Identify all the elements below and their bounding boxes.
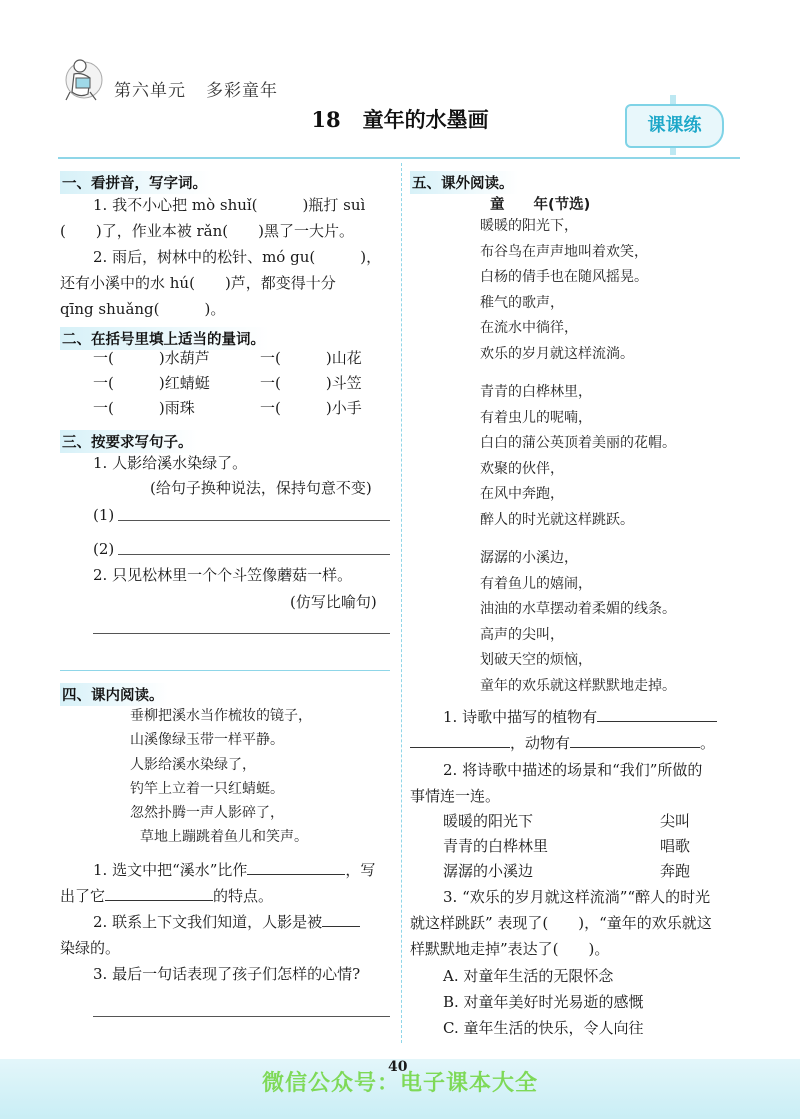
answer-blank[interactable] [247, 860, 345, 875]
s5-q1-text-c: 。 [700, 734, 716, 752]
poem-line: 油油的水草摆动着柔媚的线条。 [480, 601, 676, 618]
s3-answer-1-label: (1) [93, 506, 115, 524]
s4-q1-text-b: ，写 [345, 861, 376, 879]
s4-question-1 [93, 858, 375, 883]
answer-blank[interactable] [105, 886, 213, 901]
match-scene[interactable]: 潺潺的小溪边 [443, 862, 534, 880]
answer-line[interactable] [118, 520, 390, 521]
poem-title: 童 年(节选) [490, 197, 591, 213]
measure-word-blank[interactable]: 一( )水葫芦 [93, 349, 210, 367]
match-action[interactable]: 奔跑 [660, 862, 691, 880]
poem-line: 钓竿上立着一只红蜻蜓。 [130, 780, 284, 797]
poem-line: 童年的欢乐就这样默默地走掉。 [480, 677, 676, 694]
s5-q1-text-b: ，动物有 [510, 734, 571, 752]
answer-line[interactable] [118, 554, 390, 555]
poem-line: 在风中奔跑， [480, 486, 564, 503]
s4-question-2-cont: 染绿的。 [60, 939, 121, 957]
section-4-title: 四、课内阅读。 [60, 683, 168, 706]
unit-title [114, 76, 278, 101]
poem-line: 忽然扑腾一声人影碎了， [130, 805, 284, 822]
unit-label: 第六单元 [114, 81, 186, 101]
s5-question-3-cont-1: 就这样跳跃” 表现了( )，“童年的欢乐就这 [410, 914, 712, 932]
s4-question-3: 3. 最后一句话表现了孩子们怎样的心情? [93, 965, 361, 983]
s4-q2-text-a: 2. 联系上下文我们知道，人影是被 [93, 913, 323, 931]
poem-line: 布谷鸟在声声地叫着欢笑， [480, 243, 648, 260]
s1-line-3: 2. 雨后，树林中的松针、mó gu( )， [93, 248, 382, 266]
poem-stanza-1 [480, 214, 648, 368]
s5-question-3-cont-2: 样默默地走掉”表达了( )。 [410, 940, 610, 958]
section-divider [60, 670, 390, 671]
practice-badge: 课课练 [625, 104, 724, 148]
poem-line: 山溪像绿玉带一样平静。 [130, 732, 284, 749]
s5-q1-text-a: 1. 诗歌中描写的植物有 [443, 708, 598, 726]
s1-line-4: 还有小溪中的水 hú( )芦，都变得十分 [60, 274, 336, 292]
s4-q1-text-c: 出了它 [60, 887, 106, 905]
poem-line: 暖暖的阳光下， [480, 218, 578, 234]
poem-line: 有着鱼儿的嬉闹， [480, 575, 592, 592]
answer-line[interactable] [93, 1016, 390, 1017]
s3-question-1-requirement: (给句子换种说法，保持句意不变) [150, 479, 372, 497]
s1-line-5: qīng shuǎng( )。 [60, 300, 226, 318]
s3-question-2: 2. 只见松林里一个个斗笠像蘑菇一样。 [93, 566, 353, 584]
poem-line: 有着虫儿的呢喃， [480, 409, 592, 426]
match-action[interactable]: 尖叫 [660, 812, 691, 830]
s3-answer-2-label: (2) [93, 540, 115, 558]
match-scene[interactable]: 暖暖的阳光下 [443, 812, 534, 830]
s4-q1-text-d: 的特点。 [213, 887, 274, 905]
s1-line-1: 1. 我不小心把 mò shuǐ( )瓶打 suì [93, 196, 366, 214]
answer-blank[interactable] [597, 707, 717, 722]
poem-line: 白杨的倩手也在随风摇晃。 [480, 269, 648, 286]
child-reading-logo [60, 54, 104, 104]
poem-stanza-3 [480, 546, 676, 700]
s3-question-2-requirement: (仿写比喻句) [290, 593, 377, 611]
measure-word-blank[interactable]: 一( )山花 [260, 349, 362, 367]
in-class-poem [130, 704, 312, 850]
poem-line: 青青的白桦林里， [480, 384, 592, 400]
poem-line: 草地上蹦跳着鱼儿和笑声。 [140, 829, 308, 846]
s5-question-2-cont: 事情连一连。 [410, 787, 501, 805]
s5-question-1-cont [410, 731, 715, 756]
s4-question-2 [93, 910, 360, 935]
unit-name: 多彩童年 [206, 81, 278, 101]
s4-q1-text-a: 1. 选文中把“溪水”比作 [93, 861, 248, 879]
answer-blank[interactable] [410, 733, 510, 748]
s5-question-3: 3. “欢乐的岁月就这样流淌”“醉人的时光 [443, 888, 711, 906]
poem-line: 高声的尖叫， [480, 626, 564, 643]
section-1-title: 一、看拼音，写字词。 [60, 171, 211, 194]
answer-blank[interactable] [570, 733, 700, 748]
s4-question-1-cont [60, 884, 273, 909]
s5-question-1 [443, 705, 717, 730]
poem-line: 垂柳把溪水当作梳妆的镜子， [130, 708, 312, 724]
measure-word-blank[interactable]: 一( )小手 [260, 399, 362, 417]
column-divider [401, 163, 402, 1043]
option-a[interactable]: A. 对童年生活的无限怀念 [443, 967, 614, 985]
option-b[interactable]: B. 对童年美好时光易逝的感慨 [443, 993, 644, 1011]
poem-line: 稚气的歌声， [480, 294, 564, 311]
s5-question-2: 2. 将诗歌中描述的场景和“我们”所做的 [443, 761, 703, 779]
poem-line: 欢乐的岁月就这样流淌。 [480, 345, 634, 362]
match-action[interactable]: 唱歌 [660, 837, 691, 855]
lesson-number: 18 [311, 107, 341, 132]
poem-line: 划破天空的烦恼， [480, 652, 592, 669]
footer-watermark: 微信公众号：电子课本大全 [261, 1071, 538, 1096]
section-2-title: 二、在括号里填上适当的量词。 [60, 327, 269, 350]
poem-line: 白白的蒲公英顶着美丽的花帽。 [480, 435, 676, 452]
answer-blank[interactable] [322, 912, 360, 927]
poem-stanza-2 [480, 380, 676, 534]
match-scene[interactable]: 青青的白桦林里 [443, 837, 549, 855]
page-number: 40 [388, 1059, 408, 1075]
top-rule [58, 157, 740, 159]
s3-question-1: 1. 人影给溪水染绿了。 [93, 454, 248, 472]
section-3-title: 三、按要求写句子。 [60, 430, 197, 453]
poem-line: 欢聚的伙伴， [480, 460, 564, 477]
poem-line: 醉人的时光就这样跳跃。 [480, 511, 634, 528]
option-c[interactable]: C. 童年生活的快乐，令人向往 [443, 1019, 644, 1037]
measure-word-blank[interactable]: 一( )斗笠 [260, 374, 362, 392]
poem-line: 潺潺的小溪边， [480, 550, 578, 566]
measure-word-blank[interactable]: 一( )红蜻蜓 [93, 374, 210, 392]
s1-line-2: ( )了，作业本被 rǎn( )黑了一大片。 [60, 222, 354, 240]
poem-line: 在流水中徜徉， [480, 320, 578, 337]
lesson-name: 童年的水墨画 [362, 107, 489, 132]
section-5-title: 五、课外阅读。 [410, 171, 518, 194]
answer-line[interactable] [93, 633, 390, 634]
measure-word-blank[interactable]: 一( )雨珠 [93, 399, 195, 417]
poem-line: 人影给溪水染绿了， [130, 756, 256, 773]
